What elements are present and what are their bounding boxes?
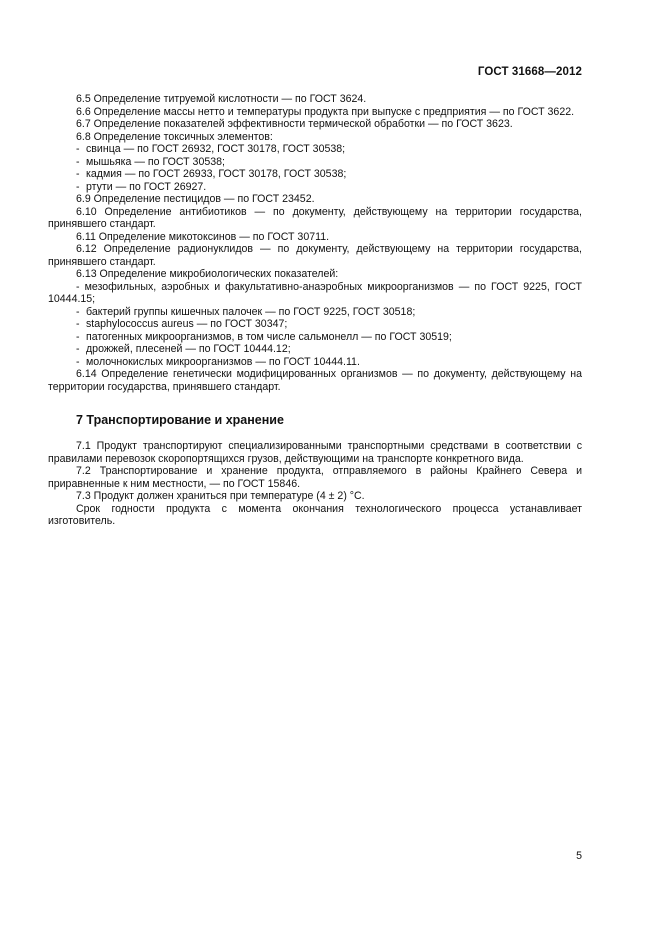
paragraph-6-14: 6.14 Определение генетически модифицированных организмов — по документу, действующему на территории государства, принявшего стандарт.	[48, 368, 582, 393]
list-item: - кадмия — по ГОСТ 26933, ГОСТ 30178, ГОСТ 30538;	[76, 168, 347, 180]
paragraph-6-8: 6.8 Определение токсичных элементов:	[76, 130, 273, 143]
paragraph-6-7: 6.7 Определение показателей эффективности термической обработки — по ГОСТ 3623.	[76, 118, 513, 130]
paragraph-shelf-life: Срок годности продукта с момента окончания технологического процесса устанавливает изготовитель.	[48, 502, 582, 527]
toxic-elements-list	[48, 143, 582, 193]
list-item: - staphylococcus aureus — по ГОСТ 30347;	[76, 318, 288, 330]
microbiology-list	[48, 306, 582, 369]
paragraph-6-11: 6.11 Определение микотоксинов — по ГОСТ 30711.	[76, 230, 330, 243]
standard-header: ГОСТ 31668—2012	[477, 66, 582, 78]
micro-first-item: - мезофильных, аэробных и факультативно-анаэробных микроорганизмов — по ГОСТ 9225, ГОСТ 10444.15;	[48, 280, 582, 305]
paragraph-6-10: 6.10 Определение антибиотиков — по документу, действующему на территории государства, принявшего стандарт.	[48, 205, 582, 230]
list-item: - патогенных микроорганизмов, в том числе сальмонелл — по ГОСТ 30519;	[76, 330, 452, 343]
paragraph-6-5: 6.5 Определение титруемой кислотности — по ГОСТ 3624.	[76, 93, 367, 105]
paragraph-6-12: 6.12 Определение радионуклидов — по документу, действующему на территории государства, принявшего стандарт.	[48, 243, 582, 268]
page-number: 5	[576, 850, 582, 862]
list-item: - ртути — по ГОСТ 26927.	[76, 180, 207, 193]
list-item: - дрожжей, плесеней — по ГОСТ 10444.12;	[76, 343, 291, 355]
paragraph-7-3: 7.3 Продукт должен храниться при температуре (4 ± 2) °С.	[76, 490, 365, 502]
list-item: - свинца — по ГОСТ 26932, ГОСТ 30178, ГОСТ 30538;	[76, 143, 346, 155]
paragraph-6-6: 6.6 Определение массы нетто и температуры продукта при выпуске с предприятия — по ГОСТ 3622.	[76, 105, 575, 118]
paragraph-7-2: 7.2 Транспортирование и хранение продукта, отправляемого в районы Крайнего Севера и приравненные к ним местности, — по ГОСТ 15846.	[48, 465, 582, 490]
paragraph-6-9: 6.9 Определение пестицидов — по ГОСТ 23452.	[76, 193, 315, 205]
list-item: - мышьяка — по ГОСТ 30538;	[76, 155, 225, 168]
page-content	[48, 93, 582, 528]
paragraph-6-13: 6.13 Определение микробиологических показателей:	[76, 268, 339, 280]
paragraph-7-1: 7.1 Продукт транспортируют специализированными транспортными средствами в соответствии с правилами перевозок скоропортящихся грузов, действующими на транспорте конкретного вида.	[48, 440, 582, 465]
section-7-title: 7 Транспортирование и хранение	[76, 413, 284, 427]
list-item: - молочнокислых микроорганизмов — по ГОСТ 10444.11.	[76, 355, 360, 368]
list-item: - бактерий группы кишечных палочек — по ГОСТ 9225, ГОСТ 30518;	[76, 305, 416, 318]
